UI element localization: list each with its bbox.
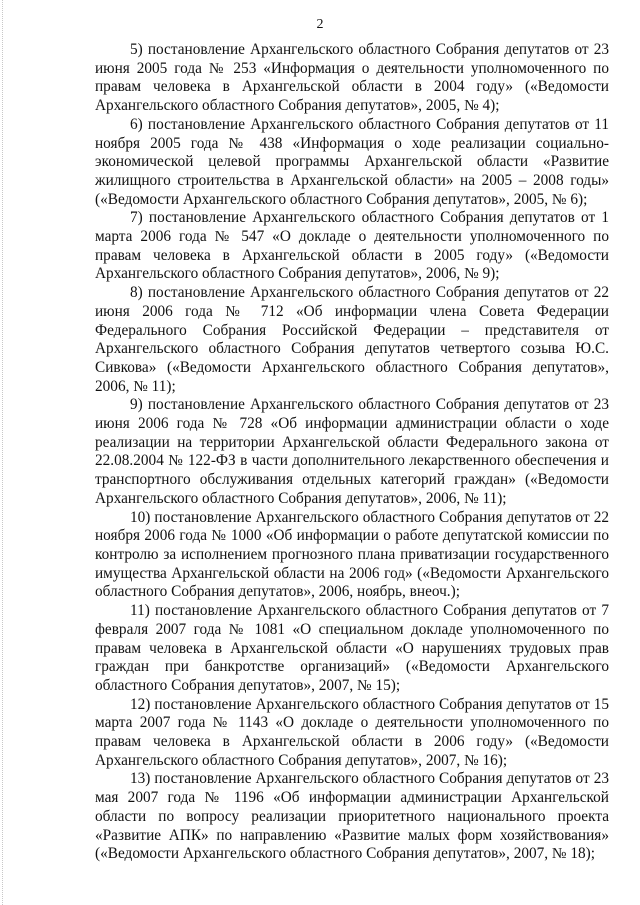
list-item-10: 10) постановление Архангельского областного Собрания депутатов от 22 ноября 2006 года № 1000 «Об информации о работе депутатской комиссии по контролю за исполнением прогнозного плана приватизации государственного имущества Архангельской области на 2006 год» («Ведомости Архангельского областного Собрания депутатов», 2006, ноябрь, внеоч.); bbox=[95, 508, 609, 601]
list-item-12: 12) постановление Архангельского областного Собрания депутатов от 15 марта 2007 года № 1143 «О докладе о деятельности уполномоченного по правам человека в Архангельской области в 2006 году» («Ведомости Архангельского областного Собрания депутатов», 2007, № 16); bbox=[95, 695, 609, 769]
list-item-7: 7) постановление Архангельского областного Собрания депутатов от 1 марта 2006 года № 547 «О докладе о деятельности уполномоченного по правам человека в Архангельской области в 2005 году» («Ведомости Архангельского областного Собрания депутатов», 2006, № 9); bbox=[95, 209, 609, 283]
document-body bbox=[95, 41, 609, 864]
list-item-5: 5) постановление Архангельского областного Собрания депутатов от 23 июня 2005 года № 253 «Информация о деятельности уполномоченного по правам человека в Архангельской области в 2004 году» («Ведомости Архангельского областного Собрания депутатов», 2005, № 4); bbox=[95, 41, 609, 115]
list-item-9: 9) постановление Архангельского областного Собрания депутатов от 23 июня 2006 года № 728 «Об информации администрации области о ходе реализации на территории Архангельской области Федерального закона от 22.08.2004 № 122-ФЗ в части дополнительного лекарственного обеспечения и транспортного обслуживания отдельных категорий граждан» («Ведомости Архангельского областного Собрания депутатов», 2006, № 11); bbox=[95, 396, 609, 507]
list-item-8: 8) постановление Архангельского областного Собрания депутатов от 22 июня 2006 года № 712 «Об информации члена Совета Федерации Федерального Собрания Российской Федерации – представителя от Архангельского областного Собрания депутатов четвертого созыва Ю.С. Сивкова» («Ведомости Архангельского областного Собрания депутатов», 2006, № 11); bbox=[95, 284, 609, 395]
list-item-6: 6) постановление Архангельского областного Собрания депутатов от 11 ноября 2005 года № 438 «Информация о ходе реализации социально-экономической целевой программы Архангельской области «Развитие жилищного строительства в Архангельской области» на 2005 – 2008 годы» («Ведомости Архангельского областного Собрания депутатов», 2005, № 6); bbox=[95, 115, 609, 208]
list-item-13: 13) постановление Архангельского областного Собрания депутатов от 23 мая 2007 года № 1196 «Об информации администрации Архангельской области по вопросу реализации приоритетного национального проекта «Развитие АПК» по направлению «Развитие малых форм хозяйствования» («Ведомости Архангельского областного Собрания депутатов», 2007, № 18); bbox=[95, 770, 609, 863]
list-item-11: 11) постановление Архангельского областного Собрания депутатов от 7 февраля 2007 года № 1081 «О специальном докладе уполномоченного по правам человека в Архангельской области «О нарушениях трудовых прав граждан при банкротстве организаций» («Ведомости Архангельского областного Собрания депутатов», 2007, № 15); bbox=[95, 602, 609, 694]
page-number: 2 bbox=[316, 17, 324, 32]
page-edge-divider bbox=[2, 0, 3, 905]
